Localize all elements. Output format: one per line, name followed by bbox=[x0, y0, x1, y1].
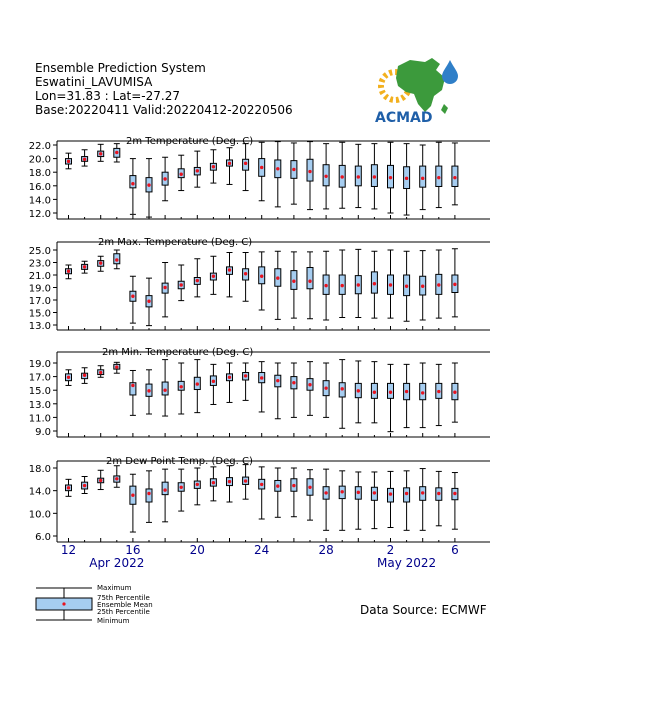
mean-marker bbox=[163, 488, 166, 491]
legend bbox=[36, 584, 153, 625]
mean-marker bbox=[357, 283, 360, 286]
y-tick-label: 15.0 bbox=[28, 386, 51, 398]
y-tick-label: 17.0 bbox=[28, 372, 51, 384]
mean-marker bbox=[131, 295, 134, 298]
mean-marker bbox=[196, 483, 199, 486]
mean-marker bbox=[163, 177, 166, 180]
mean-marker bbox=[453, 283, 456, 286]
iqr-box bbox=[162, 382, 168, 395]
y-tick-label: 11.0 bbox=[28, 413, 51, 425]
mean-marker bbox=[99, 371, 102, 374]
panel-title: 2m Temperature (Deg. C) bbox=[126, 136, 254, 147]
header-line-3: Lon=31.83 : Lat=-27.27 bbox=[35, 89, 180, 103]
mean-marker bbox=[131, 494, 134, 497]
mean-marker bbox=[357, 175, 360, 178]
mean-marker bbox=[341, 387, 344, 390]
x-tick-label: 24 bbox=[254, 543, 270, 557]
mean-marker bbox=[453, 176, 456, 179]
header-line-1: Ensemble Prediction System bbox=[35, 61, 206, 75]
mean-marker bbox=[405, 390, 408, 393]
mean-marker bbox=[292, 484, 295, 487]
mean-marker bbox=[373, 175, 376, 178]
x-tick-label: 12 bbox=[60, 543, 77, 557]
mean-marker bbox=[324, 386, 327, 389]
mean-marker bbox=[421, 391, 424, 394]
x-tick-label: 2 bbox=[386, 543, 395, 557]
y-tick-label: 25.0 bbox=[28, 246, 51, 257]
mean-marker bbox=[437, 283, 440, 286]
mean-marker bbox=[324, 491, 327, 494]
y-tick-label: 19.0 bbox=[28, 359, 51, 370]
y-tick-label: 10.0 bbox=[28, 509, 51, 521]
mean-marker bbox=[131, 182, 134, 185]
chart-panel bbox=[29, 456, 490, 543]
header-line-2: Eswatini_LAVUMISA bbox=[35, 75, 153, 89]
mean-marker bbox=[437, 176, 440, 179]
mean-marker bbox=[180, 385, 183, 388]
mean-marker bbox=[115, 151, 118, 154]
mean-marker bbox=[324, 175, 327, 178]
mean-marker bbox=[115, 477, 118, 480]
mean-marker bbox=[180, 486, 183, 489]
mean-marker bbox=[308, 170, 311, 173]
x-tick-label: 20 bbox=[189, 543, 205, 557]
mean-marker bbox=[180, 173, 183, 176]
x-tick-label: 16 bbox=[125, 543, 141, 557]
mean-marker bbox=[180, 283, 183, 286]
legend-item: 75th Percentile bbox=[97, 594, 150, 602]
mean-marker bbox=[405, 177, 408, 180]
data-source: Data Source: ECMWF bbox=[360, 603, 487, 617]
chart-panel bbox=[29, 347, 490, 438]
mean-marker bbox=[244, 162, 247, 165]
mean-marker bbox=[308, 383, 311, 386]
mean-marker bbox=[357, 491, 360, 494]
mean-marker bbox=[228, 268, 231, 271]
chart-panels bbox=[29, 136, 490, 543]
mean-marker bbox=[373, 391, 376, 394]
y-tick-label: 18.0 bbox=[28, 168, 51, 180]
mean-marker bbox=[67, 376, 70, 379]
mean-marker bbox=[163, 286, 166, 289]
panel-title: 2m Max. Temperature (Deg. C) bbox=[98, 237, 253, 248]
mean-marker bbox=[147, 183, 150, 186]
mean-marker bbox=[99, 152, 102, 155]
africa-map-sun-drop-icon bbox=[381, 58, 458, 114]
y-tick-label: 6.0 bbox=[35, 532, 51, 543]
mean-marker bbox=[99, 479, 102, 482]
panel-title: 2m Min. Temperature (Deg. C) bbox=[102, 347, 254, 358]
mean-marker bbox=[260, 483, 263, 486]
mean-marker bbox=[147, 389, 150, 392]
mean-marker bbox=[421, 491, 424, 494]
mean-marker bbox=[131, 384, 134, 387]
x-month-label: Apr 2022 bbox=[89, 556, 145, 570]
y-tick-label: 20.0 bbox=[28, 154, 51, 166]
mean-marker bbox=[341, 490, 344, 493]
y-tick-label: 13.0 bbox=[28, 399, 51, 411]
mean-marker bbox=[83, 374, 86, 377]
mean-marker bbox=[276, 484, 279, 487]
mean-marker bbox=[212, 275, 215, 278]
iqr-box bbox=[307, 268, 313, 289]
legend-item: Ensemble Mean bbox=[97, 601, 153, 609]
mean-marker bbox=[244, 374, 247, 377]
mean-marker bbox=[292, 280, 295, 283]
mean-marker bbox=[115, 365, 118, 368]
mean-marker bbox=[437, 492, 440, 495]
mean-marker bbox=[212, 165, 215, 168]
mean-marker bbox=[308, 486, 311, 489]
mean-marker bbox=[405, 492, 408, 495]
mean-marker bbox=[67, 270, 70, 273]
mean-marker bbox=[196, 279, 199, 282]
mean-marker bbox=[276, 167, 279, 170]
mean-marker bbox=[212, 481, 215, 484]
mean-marker bbox=[437, 390, 440, 393]
mean-marker bbox=[260, 166, 263, 169]
header-line-4: Base:20220411 Valid:20220412-20220506 bbox=[35, 103, 293, 117]
x-tick-label: 6 bbox=[451, 543, 459, 557]
mean-marker bbox=[244, 272, 247, 275]
chart-panel bbox=[29, 136, 490, 220]
mean-marker bbox=[389, 492, 392, 495]
mean-marker bbox=[421, 177, 424, 180]
mean-marker bbox=[147, 492, 150, 495]
mean-marker bbox=[373, 491, 376, 494]
logo-text: ACMAD bbox=[375, 110, 433, 126]
mean-marker bbox=[276, 379, 279, 382]
mean-marker bbox=[83, 484, 86, 487]
mean-marker bbox=[196, 382, 199, 385]
y-tick-label: 16.0 bbox=[28, 181, 51, 193]
y-tick-label: 18.0 bbox=[28, 464, 51, 475]
y-tick-label: 14.0 bbox=[28, 486, 51, 498]
mean-marker bbox=[99, 261, 102, 264]
y-tick-label: 12.0 bbox=[28, 209, 51, 220]
mean-marker bbox=[389, 391, 392, 394]
mean-marker bbox=[421, 285, 424, 288]
legend-item: 25th Percentile bbox=[97, 608, 150, 616]
chart-panel bbox=[29, 237, 490, 332]
legend-item: Minimum bbox=[97, 617, 130, 625]
mean-marker bbox=[276, 276, 279, 279]
mean-marker bbox=[260, 275, 263, 278]
mean-marker bbox=[212, 380, 215, 383]
iqr-box bbox=[420, 166, 426, 187]
mean-marker bbox=[147, 300, 150, 303]
y-tick-label: 22.0 bbox=[28, 141, 51, 152]
mean-marker bbox=[244, 479, 247, 482]
mean-marker bbox=[405, 285, 408, 288]
mean-marker bbox=[292, 381, 295, 384]
mean-marker bbox=[453, 492, 456, 495]
mean-marker bbox=[67, 160, 70, 163]
x-axis bbox=[61, 543, 459, 570]
y-tick-label: 15.0 bbox=[28, 308, 51, 320]
mean-marker bbox=[373, 282, 376, 285]
mean-marker bbox=[341, 284, 344, 287]
legend-mean-dot bbox=[62, 602, 65, 605]
mean-marker bbox=[163, 389, 166, 392]
mean-marker bbox=[292, 168, 295, 171]
mean-marker bbox=[341, 175, 344, 178]
mean-marker bbox=[196, 169, 199, 172]
iqr-box bbox=[146, 489, 152, 502]
y-tick-label: 13.0 bbox=[28, 321, 51, 332]
mean-marker bbox=[67, 486, 70, 489]
iqr-box bbox=[130, 176, 136, 188]
y-tick-label: 17.0 bbox=[28, 296, 51, 307]
panel-title: 2m Dew Point Temp. (Deg. C) bbox=[106, 456, 253, 467]
y-tick-label: 19.0 bbox=[28, 283, 51, 295]
y-tick-label: 21.0 bbox=[28, 271, 51, 282]
x-month-label: May 2022 bbox=[377, 556, 437, 570]
mean-marker bbox=[228, 480, 231, 483]
mean-marker bbox=[115, 258, 118, 261]
mean-marker bbox=[260, 376, 263, 379]
legend-item: Maximum bbox=[97, 584, 132, 592]
mean-marker bbox=[357, 389, 360, 392]
mean-marker bbox=[228, 162, 231, 165]
y-tick-label: 14.0 bbox=[28, 195, 51, 207]
mean-marker bbox=[324, 284, 327, 287]
mean-marker bbox=[389, 283, 392, 286]
mean-marker bbox=[389, 176, 392, 179]
iqr-box bbox=[162, 482, 168, 494]
y-tick-label: 23.0 bbox=[28, 258, 51, 270]
mean-marker bbox=[453, 391, 456, 394]
x-tick-label: 28 bbox=[318, 543, 334, 557]
mean-marker bbox=[308, 280, 311, 283]
mean-marker bbox=[83, 265, 86, 268]
mean-marker bbox=[83, 158, 86, 161]
mean-marker bbox=[228, 376, 231, 379]
y-tick-label: 9.0 bbox=[35, 427, 51, 438]
